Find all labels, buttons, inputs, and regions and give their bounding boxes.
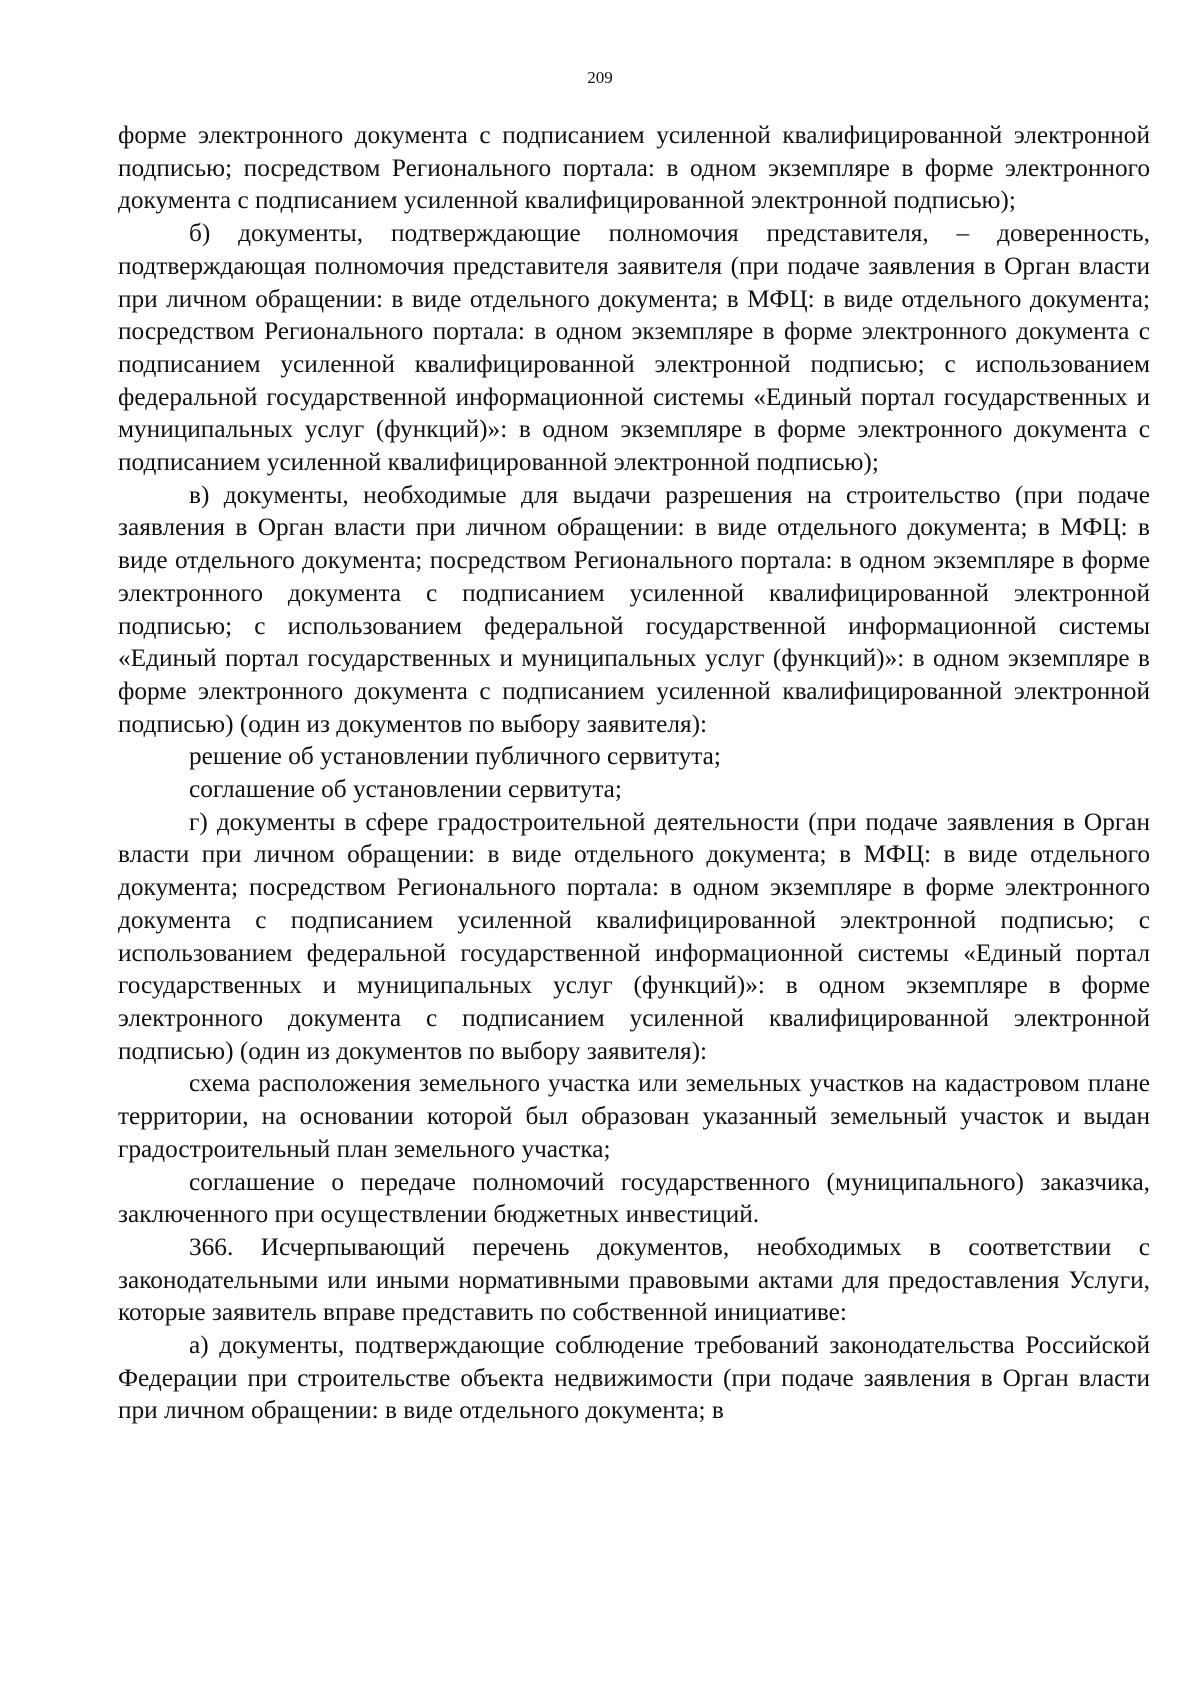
paragraph-item-b: б) документы, подтверждающие полномочия представителя, – доверенность, подтверждающая полномочия представителя заявителя (при подаче заявления в Орган власти при личном обращении: в виде отдельного документа; в МФЦ: в виде отдельного документа; посредством Регионального портала: в одном экземпляре в форме электронного документа с подписанием усиленной квалифицированной электронной подписью; с использованием федеральной государственной информационной системы «Единый портал государственных и муниципальных услуг (функций)»: в одном экземпляре в форме электронного документа с подписанием усиленной квалифицированной электронной подписью); [118, 219, 1150, 477]
paragraph-item-g: г) документы в сфере градостроительной деятельности (при подаче заявления в Орган власти при личном обращении: в виде отдельного документа; в МФЦ: в виде отдельного документа; посредством Регионального портала: в одном экземпляре в форме электронного документа с подписанием усиленной квалифицированной электронной подписью; с использованием федеральной государственной информационной системы «Единый портал государственных и муниципальных услуг (функций)»: в одном экземпляре в форме электронного документа с подписанием усиленной квалифицированной электронной подписью) (один из документов по выбору заявителя): [118, 807, 1150, 1065]
document-body [118, 119, 1150, 1427]
paragraph-continuation: форме электронного документа с подписанием усиленной квалифицированной электронной подписью; посредством Регионального портала: в одном экземпляре в форме электронного документа с подписанием усиленной квалифицированной электронной подписью); [118, 121, 1150, 215]
paragraph-item-a: а) документы, подтверждающие соблюдение требований законодательства Российской Федерации при строительстве объекта недвижимости (при подаче заявления в Орган власти при личном обращении: в виде отдельного документа; в [118, 1331, 1150, 1425]
paragraph-powers-transfer: соглашение о передаче полномочий государственного (муниципального) заказчика, заключенного при осуществлении бюджетных инвестиций. [118, 1167, 1150, 1229]
page-number: 209 [587, 68, 613, 87]
paragraph-item-v: в) документы, необходимые для выдачи разрешения на строительство (при подаче заявления в Орган власти при личном обращении: в виде отдельного документа; в МФЦ: в виде отдельного документа; посредством Регионального портала: в одном экземпляре в форме электронного документа с подписанием усиленной квалифицированной электронной подписью; с использованием федеральной государственной информационной системы «Единый портал государственных и муниципальных услуг (функций)»: в одном экземпляре в форме электронного документа с подписанием усиленной квалифицированной электронной подписью) (один из документов по выбору заявителя): [118, 480, 1150, 738]
paragraph-public-servitude: решение об установлении публичного сервитута; [189, 742, 721, 771]
paragraph-servitude-agreement: соглашение об установлении сервитута; [189, 775, 622, 804]
paragraph-land-plot-scheme: схема расположения земельного участка или земельных участков на кадастровом плане территории, на основании которой был образован указанный земельный участок и выдан градостроительный план земельного участка; [118, 1069, 1150, 1163]
paragraph-section-366: 366. Исчерпывающий перечень документов, необходимых в соответствии с законодательными или иными нормативными правовыми актами для предоставления Услуги, которые заявитель вправе представить по собственной инициативе: [118, 1232, 1150, 1327]
